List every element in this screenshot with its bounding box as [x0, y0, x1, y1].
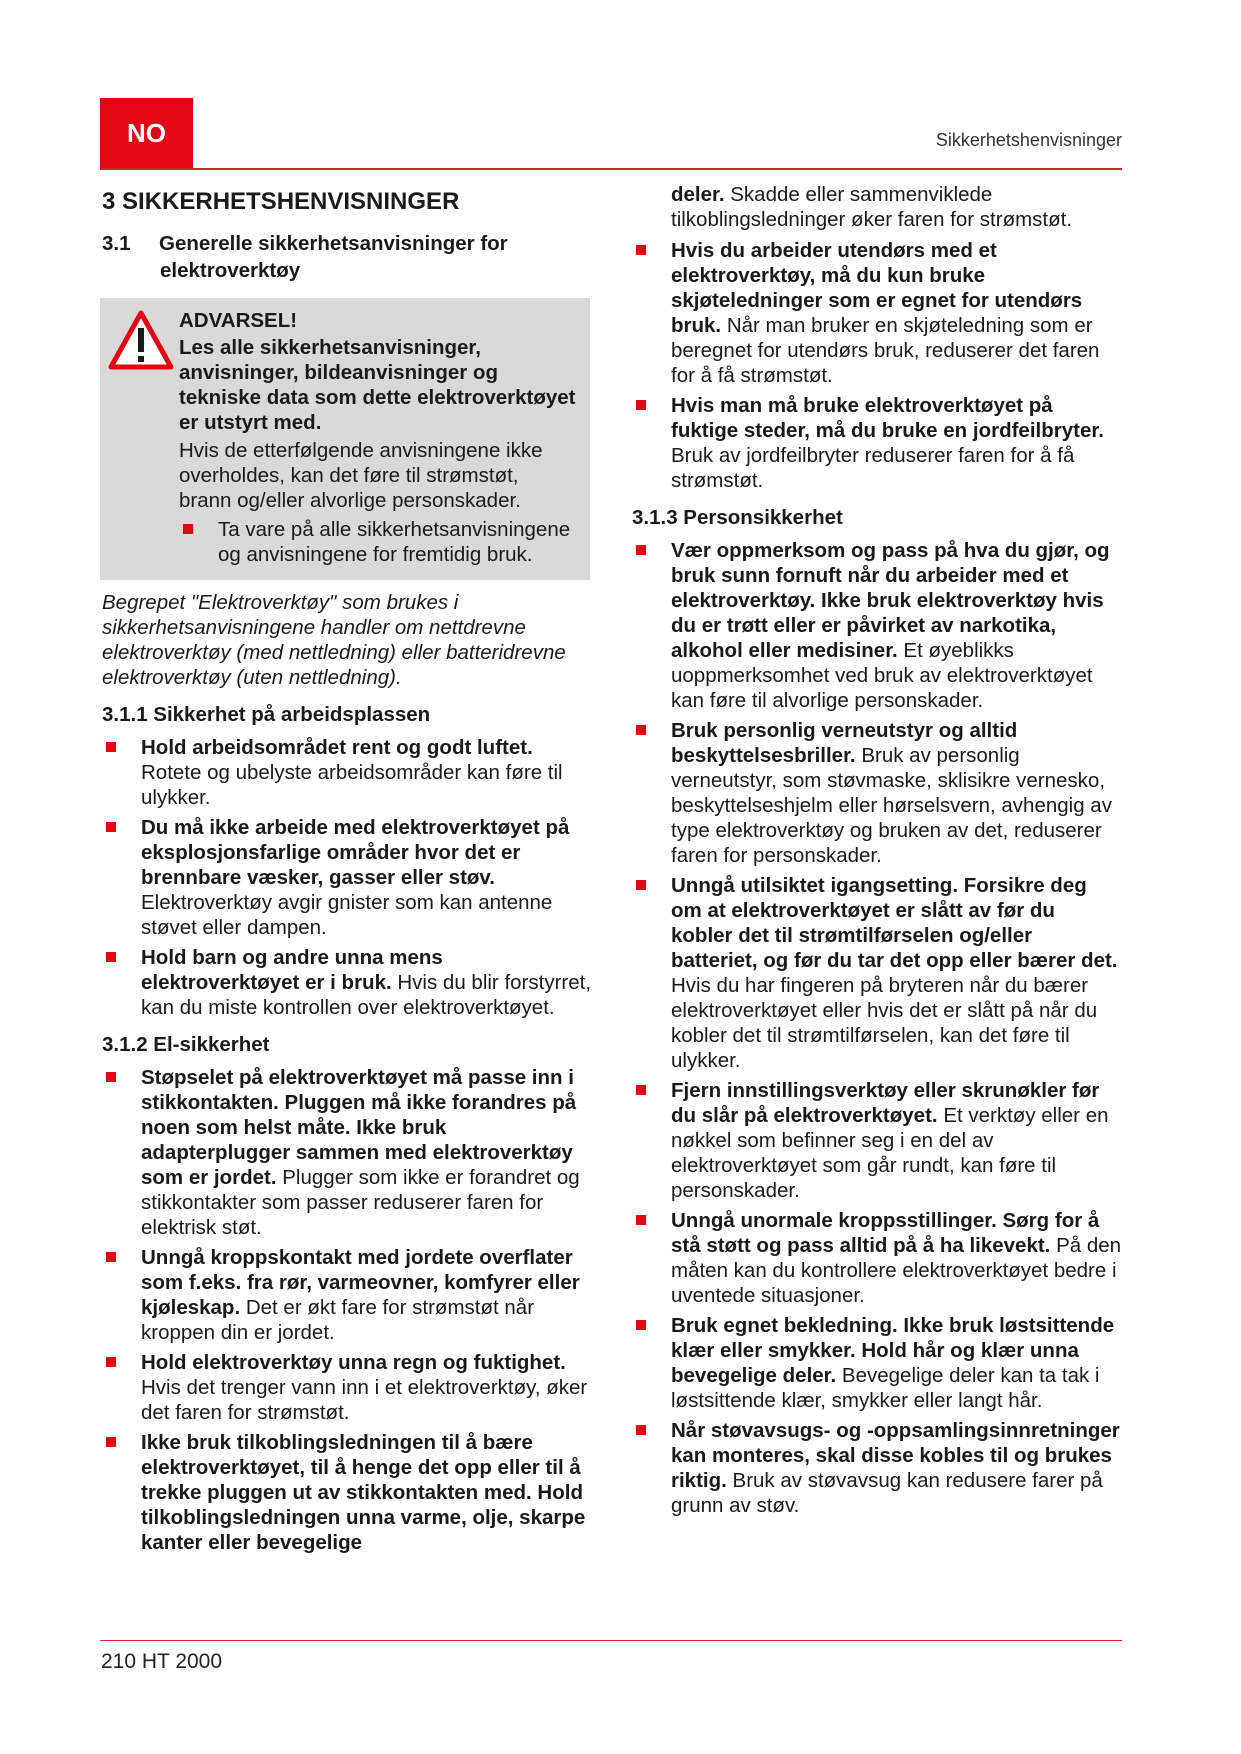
- section-title: 3 SIKKERHETSHENVISNINGER: [102, 188, 460, 215]
- s312-title: 3.1.2 El-sikkerhet: [102, 1033, 270, 1056]
- list-item: Støpselet på elektroverktøyet må passe inn i stikkontakten. Pluggen må ikke forandres på noen som helst måte. Ikke bruk adapterplugger sammen med elektroverktøy som er jordet. Plugger som ikke er forandret og stikkontakter som passer reduserer faren for elektrisk støt.: [102, 1065, 592, 1240]
- s312-list: [102, 1065, 592, 1555]
- subsection-title: [102, 230, 592, 284]
- intro-note: Begrepet "Elektroverktøy" som brukes i sikkerhetsanvisningene handler om nettdrevne elektroverktøy (med nettledning) eller batteridrevne elektroverktøy (uten nettledning).: [102, 591, 566, 689]
- list-item: Hold arbeidsområdet rent og godt luftet. Rotete og ubelyste arbeidsområder kan føre til ulykker.: [102, 735, 592, 810]
- list-item: Du må ikke arbeide med elektroverktøyet på eksplosjonsfarlige områder hvor det er brennbare væsker, gasser eller støv. Elektroverktøy avgir gnister som kan antenne støvet eller dampen.: [102, 815, 592, 940]
- s311-title: 3.1.1 Sikkerhet på arbeidsplassen: [102, 703, 431, 726]
- header-title: Sikkerhetshenvisninger: [935, 130, 1122, 150]
- list-item-continuation: deler. Skadde eller sammenviklede tilkoblingsledninger øker faren for strømstøt.: [671, 183, 1073, 231]
- language-badge: NO: [100, 98, 193, 168]
- footer-divider: [100, 1640, 1122, 1641]
- s313-list: [632, 538, 1122, 1518]
- warning-box: [100, 298, 590, 580]
- warning-bullet: Ta vare på alle sikkerhetsanvisningene og anvisningene for fremtidig bruk.: [179, 517, 576, 567]
- list-item: Når støvavsugs- og -oppsamlingsinnretninger kan monteres, skal disse kobles til og brukes riktig. Bruk av støvavsug kan redusere farer på grunn av støv.: [632, 1418, 1122, 1518]
- list-item: Hold barn og andre unna mens elektroverktøyet er i bruk. Hvis du blir forstyrret, kan du miste kontrollen over elektroverktøyet.: [102, 945, 592, 1020]
- subsection-title-line1: Generelle sikkerhetsanvisninger for: [159, 232, 508, 255]
- s311-list: [102, 735, 592, 1020]
- subsection-number: 3.1: [102, 232, 131, 255]
- list-item: Unngå unormale kroppsstillinger. Sørg for å stå støtt og pass alltid på å ha likevekt. På den måten kan du kontrollere elektroverktøyet bedre i uventede situasjoner.: [632, 1208, 1122, 1308]
- s312-list-cont: [632, 238, 1122, 493]
- list-item: Bruk egnet bekledning. Ikke bruk løstsittende klær eller smykker. Hold hår og klær unna bevegelige deler. Bevegelige deler kan ta tak i løstsittende klær, smykker eller langt hår.: [632, 1313, 1122, 1413]
- list-item: Hvis du arbeider utendørs med et elektroverktøy, må du kun bruke skjøteledninger som er egnet for utendørs bruk. Når man bruker en skjøteledning som er beregnet for utendørs bruk, reduserer det faren for å få strømstøt.: [632, 238, 1122, 388]
- left-column: [102, 184, 592, 1560]
- warning-text: Hvis de etterfølgende anvisningene ikke overholdes, kan det føre til strømstøt, brann og/eller alvorlige personskader.: [179, 439, 543, 512]
- list-item: Vær oppmerksom og pass på hva du gjør, og bruk sunn fornuft når du arbeider med et elektroverktøy. Ikke bruk elektroverktøy hvis du er trøtt eller er påvirket av narkotika, alkohol eller medisiner. Et øyeblikks uoppmerksomhet ved bruk av elektroverktøyet kan føre til alvorlige personskader.: [632, 538, 1122, 713]
- list-item: Hvis man må bruke elektroverktøyet på fuktige steder, må du bruke en jordfeilbryter. Bruk av jordfeilbryter reduserer faren for å få strømstøt.: [632, 393, 1122, 493]
- list-item: Fjern innstillingsverktøy eller skrunøkler før du slår på elektroverktøyet. Et verktøy eller en nøkkel som befinner seg i en del av elektroverktøyet som går rundt, kan føre til personskader.: [632, 1078, 1122, 1203]
- page-number: 210 HT 2000: [101, 1650, 223, 1673]
- list-item: Unngå utilsiktet igangsetting. Forsikre deg om at elektroverktøyet er slått av før du kobler det til strømtilførselen og/eller batteriet, og før du tar det opp eller bærer det. Hvis du har fingeren på bryteren når du bærer elektroverktøyet eller hvis det er slått på når du kobler det til strømtilførselen, kan det føre til ulykker.: [632, 873, 1122, 1073]
- warning-triangle-icon: [108, 310, 174, 370]
- right-column: [632, 182, 1122, 1523]
- warning-bold-text: Les alle sikkerhetsanvisninger, anvisninger, bildeanvisninger og tekniske data som dette elektroverktøyet er utstyrt med.: [179, 336, 576, 434]
- list-item: Bruk personlig verneutstyr og alltid beskyttelsesbriller. Bruk av personlig verneutstyr, som støvmaske, sklisikre vernesko, beskyttelseshjelm eller hørselsvern, avhengig av type elektroverktøy og bruken av det, reduserer faren for personskader.: [632, 718, 1122, 868]
- s313-title: 3.1.3 Personsikkerhet: [632, 506, 843, 529]
- subsection-title-line2: elektroverktøy: [160, 259, 301, 282]
- list-item: Hold elektroverktøy unna regn og fuktighet. Hvis det trenger vann inn i et elektroverktøy, øker det faren for strømstøt.: [102, 1350, 592, 1425]
- header-divider: [100, 168, 1122, 170]
- warning-title: ADVARSEL!: [179, 309, 298, 332]
- list-item: Unngå kroppskontakt med jordete overflater som f.eks. fra rør, varmeovner, komfyrer eller kjøleskap. Det er økt fare for strømstøt når kroppen din er jordet.: [102, 1245, 592, 1345]
- list-item: Ikke bruk tilkoblingsledningen til å bære elektroverktøyet, til å henge det opp eller til å trekke pluggen ut av stikkontakten med. Hold tilkoblingsledningen unna varme, olje, skarpe kanter eller bevegelige: [102, 1430, 592, 1555]
